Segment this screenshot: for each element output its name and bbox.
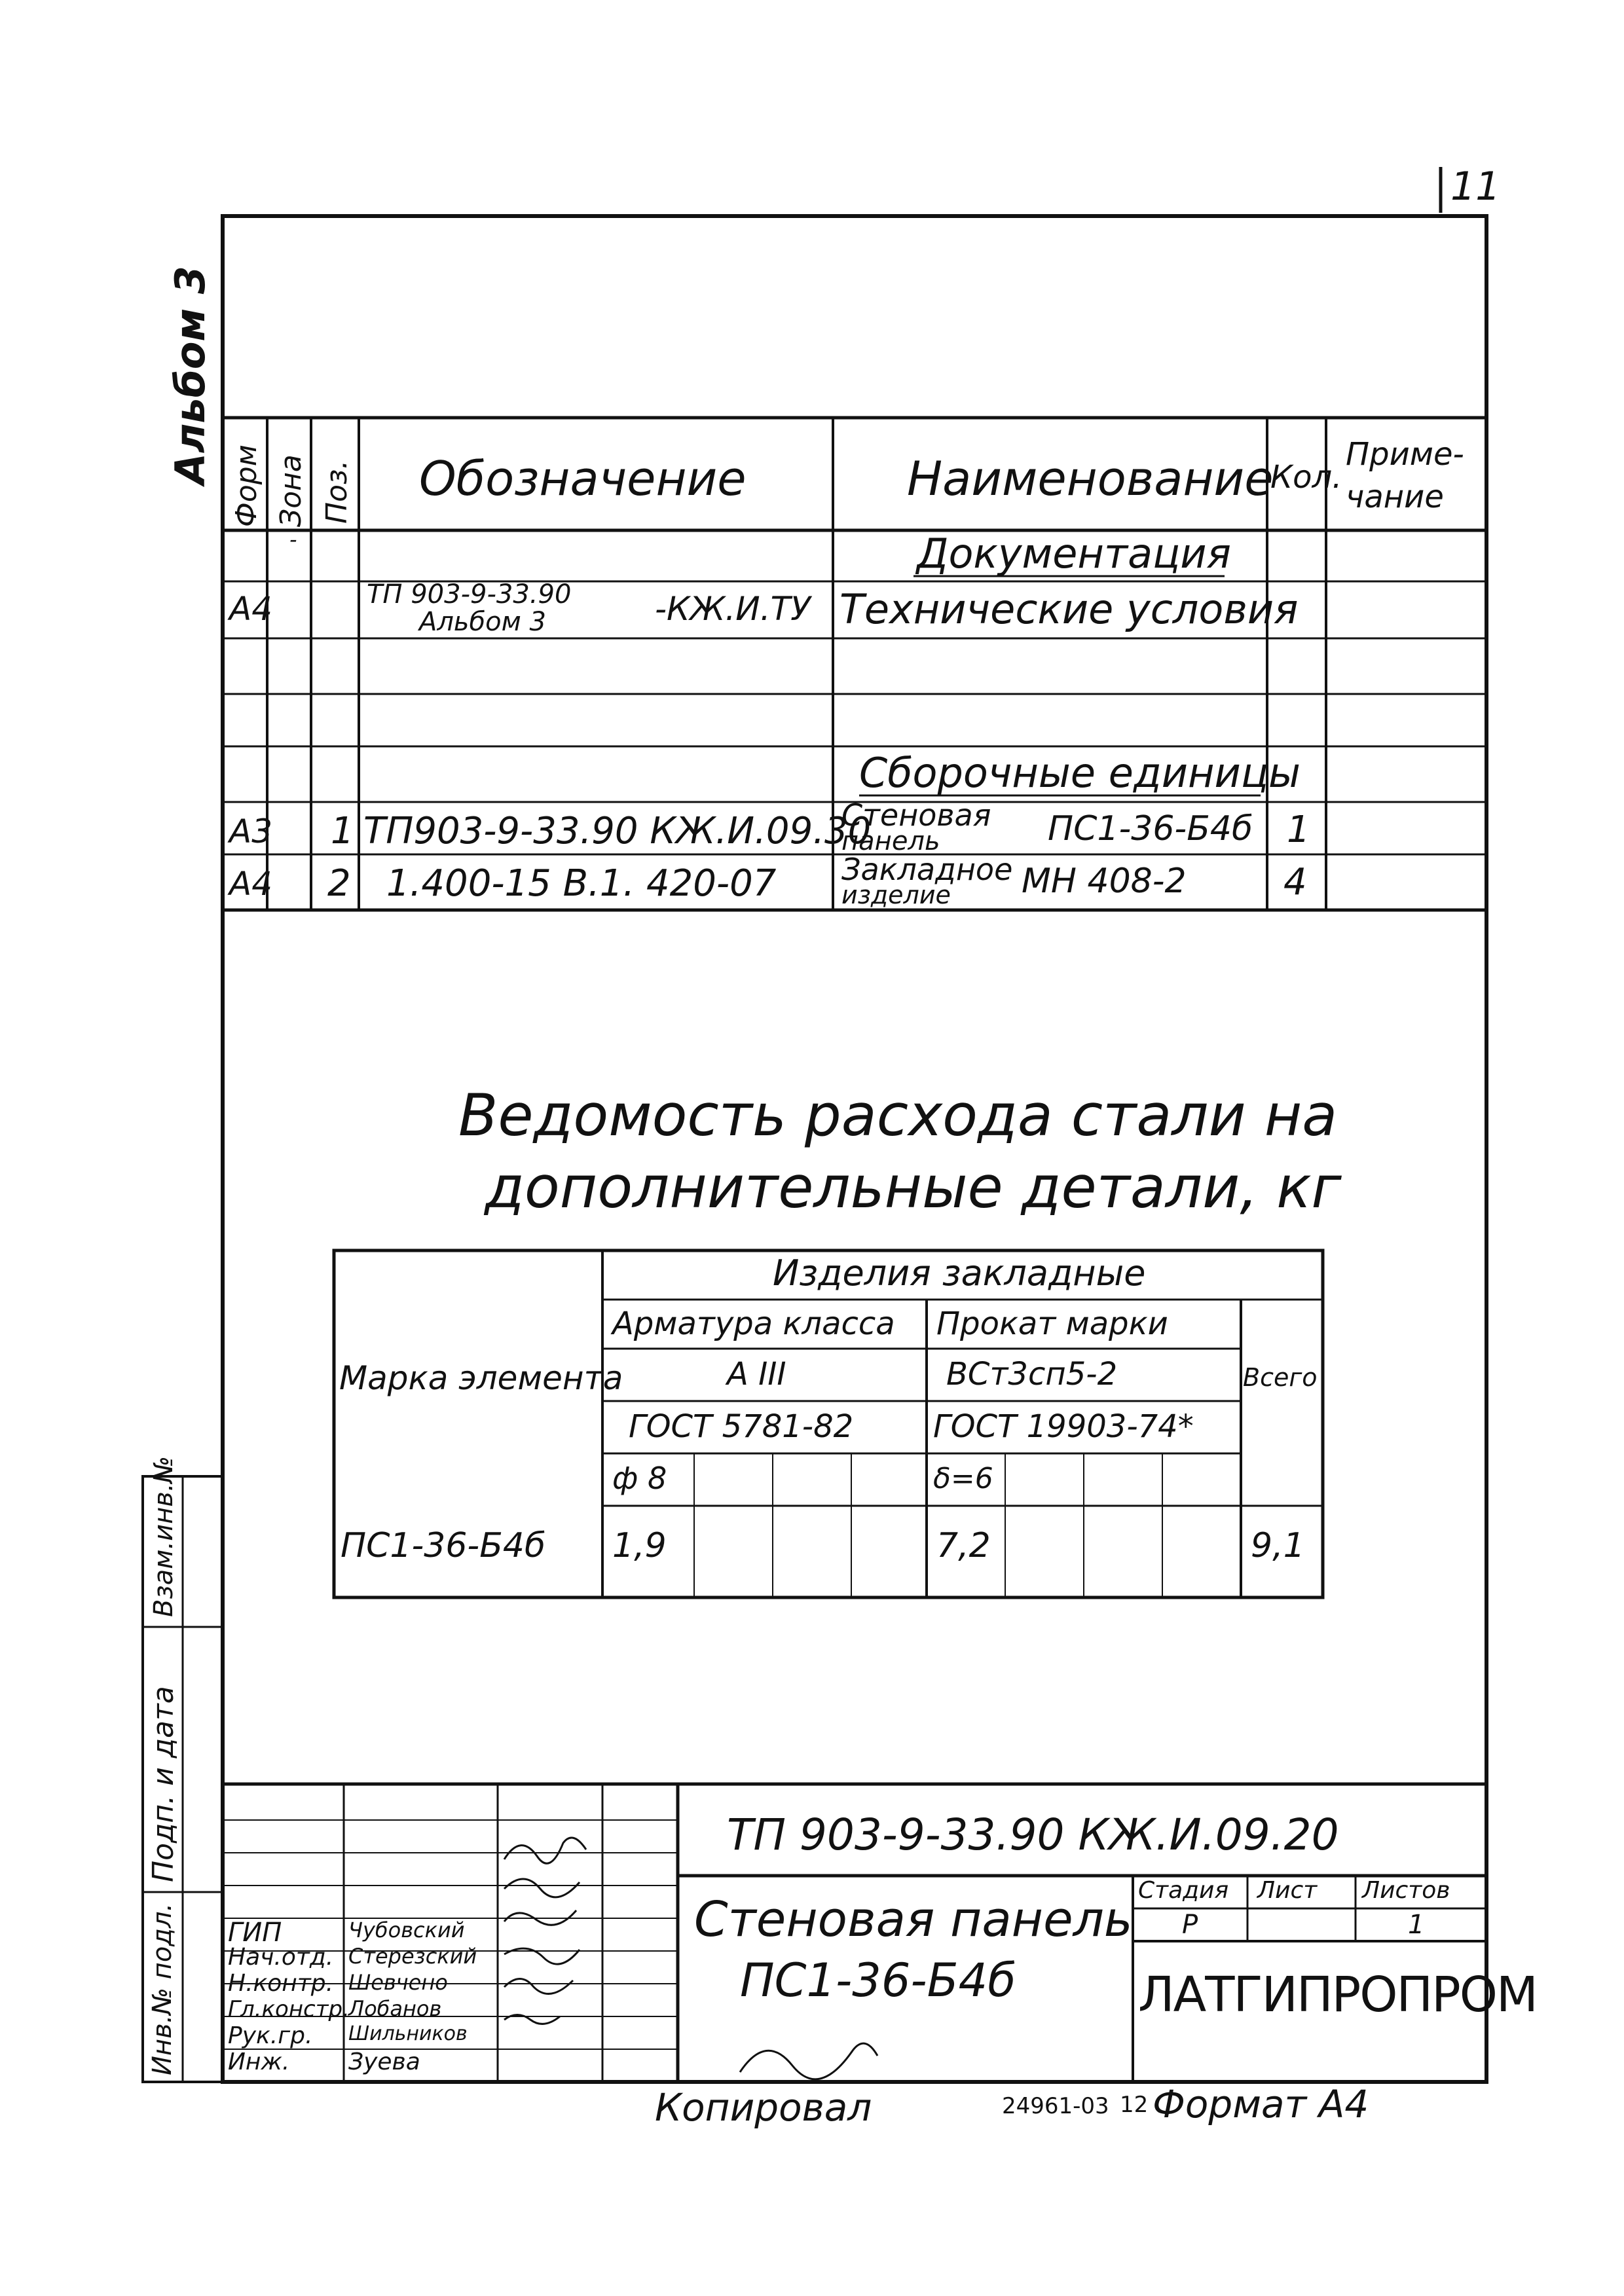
steel-col-mark: Марка элемента <box>339 1359 623 1397</box>
page-number: 11 <box>1450 164 1501 210</box>
row1-name-line2: панель <box>841 826 940 856</box>
zone-dash: - <box>289 527 297 552</box>
row2-format: А4 <box>229 865 273 903</box>
steel-col-rolled: Прокат марки <box>936 1305 1168 1342</box>
section-documentation: Документация <box>917 530 1231 577</box>
doc-name: Технические условия <box>840 585 1299 633</box>
steel-col-rebar: Арматура класса <box>612 1305 895 1342</box>
section-assembly: Сборочные единицы <box>859 749 1301 797</box>
steel-col-rebar-gost: ГОСТ 5781-82 <box>629 1408 854 1445</box>
person-3: Шевчено <box>348 1970 448 1995</box>
role-chief-designer: Гл.констр. <box>228 1996 350 2022</box>
row1-pos: 1 <box>331 810 354 852</box>
stamp-vzam: Взам.инв.№ <box>149 1455 179 1617</box>
steel-row-rebar: 1,9 <box>612 1526 667 1565</box>
steel-col-rebar-class: А III <box>727 1356 786 1393</box>
steel-row-rolled: 7,2 <box>936 1526 991 1565</box>
header-note-2: чание <box>1346 479 1444 515</box>
role-group-lead: Рук.гр. <box>228 2022 313 2049</box>
row2-qty: 4 <box>1283 861 1307 903</box>
steel-col-rolled-gost: ГОСТ 19903-74* <box>933 1408 1194 1445</box>
row1-qty: 1 <box>1287 809 1310 851</box>
album-label: Альбом 3 <box>166 266 214 484</box>
title-code: ТП 903-9-33.90 КЖ.И.09.20 <box>727 1810 1339 1860</box>
person-2: Стерезский <box>348 1944 477 1969</box>
row1-format: А3 <box>229 812 273 850</box>
header-zone: Зона <box>274 454 308 527</box>
steel-col-rolled-thk: δ=6 <box>933 1462 993 1495</box>
steel-col-group: Изделия закладные <box>773 1252 1146 1294</box>
role-gip: ГИП <box>228 1918 282 1948</box>
stamp-sign-date: Подп. и дата <box>147 1686 180 1882</box>
header-pos: Поз. <box>320 460 354 524</box>
row2-pos: 2 <box>327 862 351 905</box>
sheet-label: Лист <box>1257 1877 1318 1904</box>
steel-col-total: Всего <box>1243 1363 1318 1392</box>
doc-designation-line2: Альбом 3 <box>419 607 546 637</box>
person-6: Зуева <box>348 2049 420 2075</box>
footer-copied: Копировал <box>655 2085 872 2130</box>
row1-designation: ТП903-9-33.90 КЖ.И.09.30 <box>363 810 872 852</box>
role-head-dept: Нач.отд. <box>228 1944 334 1971</box>
header-designation: Обозначение <box>419 451 747 506</box>
doc-format: А4 <box>229 590 273 628</box>
doc-designation-line1: ТП 903-9-33.90 <box>367 579 572 610</box>
row2-name-line2: изделие <box>841 881 951 909</box>
steel-col-rebar-dia: ф 8 <box>612 1461 667 1496</box>
stage-value: Р <box>1182 1910 1198 1940</box>
row2-name-line1: Закладное <box>841 852 1013 887</box>
stage-label: Стадия <box>1138 1877 1229 1904</box>
footer-num: 12 <box>1120 2092 1149 2118</box>
row1-name-line1: Стеновая <box>841 797 991 833</box>
steel-row-total: 9,1 <box>1251 1526 1305 1565</box>
role-norm-control: Н.контр. <box>228 1970 334 1997</box>
footer-order: 24961-03 <box>1002 2093 1109 2119</box>
person-4: Лобанов <box>348 1996 442 2021</box>
drawing-title-line2: ПС1-36-Б4б <box>740 1954 1016 2007</box>
steel-row-mark: ПС1-36-Б4б <box>341 1526 546 1565</box>
organization-name: ЛАТГИПРОПРОМ <box>1138 1967 1537 2023</box>
steel-title-line2: дополнительные детали, кг <box>485 1154 1342 1221</box>
header-format: Форм <box>230 445 263 527</box>
sheets-value: 1 <box>1408 1910 1425 1940</box>
header-name: Наименование <box>907 451 1274 506</box>
person-5: Шильников <box>348 2022 468 2045</box>
drawing-title-line1: Стеновая панель <box>694 1891 1133 1948</box>
doc-designation-suffix: -КЖ.И.ТУ <box>655 590 811 628</box>
row2-designation: 1.400-15 В.1. 420-07 <box>386 862 777 905</box>
sheets-label: Листов <box>1362 1877 1450 1904</box>
stamp-inv-podl: Инв.№ подл. <box>147 1903 177 2075</box>
header-note-1: Приме- <box>1346 436 1464 473</box>
role-engineer: Инж. <box>228 2049 290 2075</box>
footer-format: Формат А4 <box>1153 2082 1369 2126</box>
header-qty: Кол. <box>1270 459 1342 496</box>
steel-title-line1: Ведомость расхода стали на <box>458 1082 1338 1149</box>
row2-name-mark: МН 408-2 <box>1022 862 1187 901</box>
person-1: Чубовский <box>348 1918 465 1942</box>
steel-col-rolled-grade: ВСт3сп5-2 <box>946 1356 1118 1393</box>
row1-name-mark: ПС1-36-Б4б <box>1048 809 1253 848</box>
